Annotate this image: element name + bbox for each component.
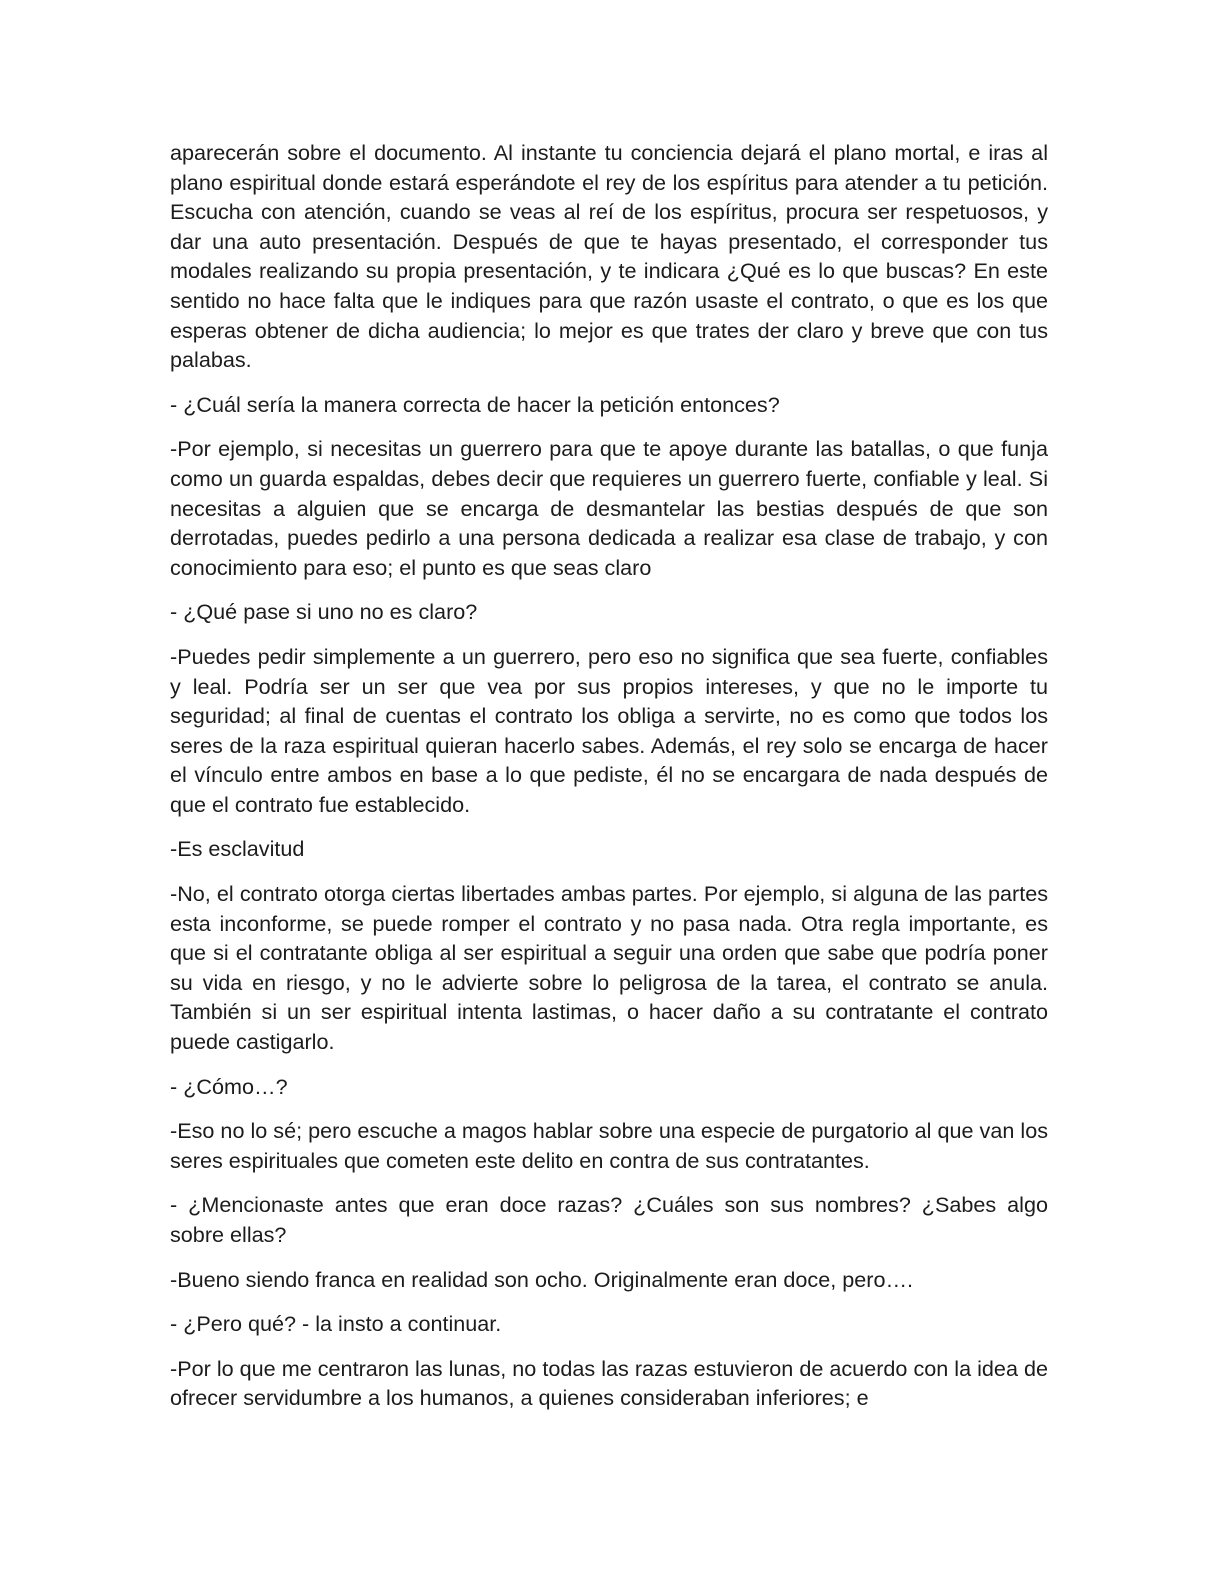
dialogue-line-5: - ¿Mencionaste antes que eran doce razas? ¿Cuáles son sus nombres? ¿Sabes algo sobre ellas? bbox=[170, 1192, 1048, 1247]
dialogue-line-2: - ¿Qué pase si uno no es claro? bbox=[170, 599, 478, 625]
dialogue-line-6: -Bueno siendo franca en realidad son ocho. Originalmente eran doce, pero…. bbox=[170, 1266, 914, 1292]
dialogue-line-7: - ¿Pero qué? - la insto a continuar. bbox=[170, 1311, 502, 1337]
paragraph-4: -No, el contrato otorga ciertas libertades ambas partes. Por ejemplo, si alguna de las partes esta inconforme, se puede romper el contrato y no pasa nada. Otra regla importante, es que si el contratante obliga al ser espiritual a seguir una orden que sabe que podría poner su vida en riesgo, y no le advierte sobre lo peligrosa de la tarea, el contrato se anula. También si un ser espiritual intenta lastimas, o hacer daño a su contratante el contrato puede castigarlo. bbox=[170, 881, 1048, 1055]
dialogue-line-4: - ¿Cómo…? bbox=[170, 1073, 288, 1099]
dialogue-line-1: - ¿Cuál sería la manera correcta de hacer la petición entonces? bbox=[170, 391, 780, 417]
paragraph-2: -Por ejemplo, si necesitas un guerrero para que te apoye durante las batallas, o que funja como un guarda espaldas, debes decir que requieres un guerrero fuerte, confiable y leal. Si necesitas a alguien que se encarga de desmantelar las bestias después de que son derrotadas, puedes pedirlo a una persona dedicada a realizar esa clase de trabajo, y con conocimiento para eso; el punto es que seas claro bbox=[170, 436, 1048, 580]
paragraph-3: -Puedes pedir simplemente a un guerrero, pero eso no significa que sea fuerte, confiables y leal. Podría ser un ser que vea por sus propios intereses, y que no le importe tu seguridad; al final de cuentas el contrato los obliga a servirte, no es como que todos los seres de la raza espiritual quieran hacerlo sabes. Además, el rey solo se encarga de hacer el vínculo entre ambos en base a lo que pediste, él no se encargara de nada después de que el contrato fue establecido. bbox=[170, 643, 1048, 817]
paragraph-1: aparecerán sobre el documento. Al instante tu conciencia dejará el plano mortal, e iras al plano espiritual donde estará esperándote el rey de los espíritus para atender a tu petición. Escucha con atención, cuando se veas al reí de los espíritus, procura ser respetuosos, y dar una auto presentación. Después de que te hayas presentado, el corresponder tus modales realizando su propia presentación, y te indicara ¿Qué es lo que buscas? En este sentido no hace falta que le indiques para que razón usaste el contrato, o que es los que esperas obtener de dicha audiencia; lo mejor es que trates der claro y breve que con tus palabas. bbox=[170, 140, 1048, 373]
dialogue-line-3: -Es esclavitud bbox=[170, 836, 305, 862]
paragraph-6: -Por lo que me centraron las lunas, no todas las razas estuvieron de acuerdo con la idea de ofrecer servidumbre a los humanos, a quienes consideraban inferiores; e bbox=[170, 1355, 1048, 1411]
paragraph-5: -Eso no lo sé; pero escuche a magos hablar sobre una especie de purgatorio al que van los seres espirituales que cometen este delito en contra de sus contratantes. bbox=[170, 1118, 1048, 1173]
document-page bbox=[170, 138, 1048, 1428]
